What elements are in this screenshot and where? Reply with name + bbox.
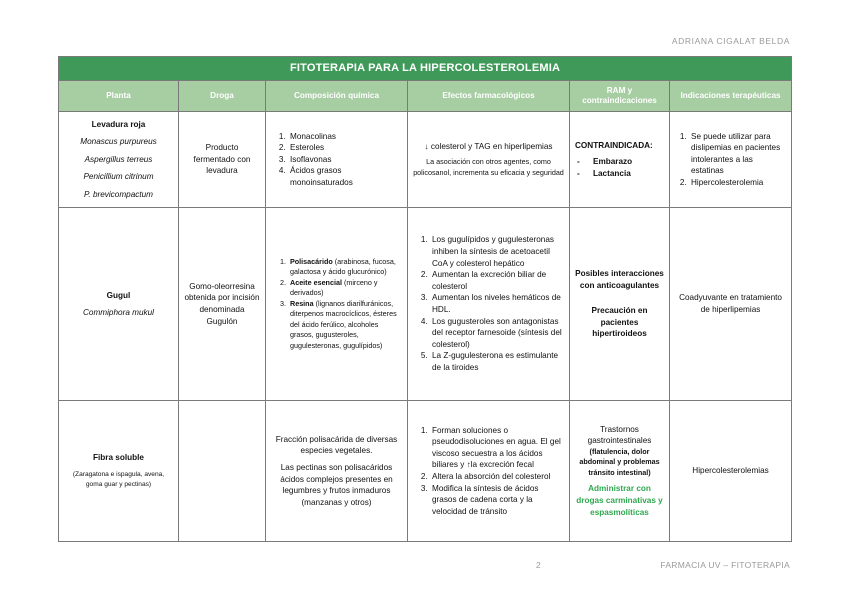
plant-species: P. brevicompactum <box>83 189 154 199</box>
ram-cell <box>570 112 670 208</box>
composition-bold: Aceite esencial <box>290 277 342 287</box>
ram-note: Trastornos gastrointestinales <box>587 424 652 446</box>
list-item: 1. Monacolinas <box>288 131 402 143</box>
list-item: 2. Esteroles <box>288 142 402 154</box>
indications-cell: Coadyuvante en tratamiento de hiperlipemias <box>670 208 792 401</box>
plant-species: Aspergillus terreus <box>84 154 153 164</box>
ram-cell <box>570 208 670 401</box>
list-item: 1. Se puede utilizar para dislipemias en pacientes intolerantes a las estatinas <box>689 131 786 177</box>
footer-subject: FARMACIA UV – FITOTERAPIA <box>660 560 790 570</box>
table-row <box>59 208 792 401</box>
drug-cell <box>179 401 266 542</box>
composition-detail: (mirceno y derivados) <box>290 277 378 298</box>
column-header-indications: Indicaciones terapéuticas <box>670 81 792 112</box>
plant-species: Penicillium citrinum <box>83 172 154 182</box>
page-number: 2 <box>536 560 541 570</box>
phytotherapy-table <box>58 56 791 542</box>
list-item <box>288 257 402 278</box>
plant-name: Gugul <box>106 290 131 300</box>
list-item: 3. Modifica la síntesis de ácidos grasos de cadena corta y la velocidad de tránsito <box>430 483 564 518</box>
column-header-effects: Efectos farmacológicos <box>408 81 570 112</box>
list-item: 5. La Z-gugulesterona es estimulante de la tiroides <box>430 350 564 373</box>
column-header-drug: Droga <box>179 81 266 112</box>
list-item: 2. Hipercolesterolemia <box>689 177 786 189</box>
column-header-ram: RAM y contraindicaciones <box>570 81 670 112</box>
composition-cell <box>266 208 408 401</box>
effects-cell <box>408 208 570 401</box>
table-row <box>59 112 792 208</box>
ram-title: CONTRAINDICADA: <box>575 140 653 150</box>
effects-main: ↓ colesterol y TAG en hiperlipemias <box>424 141 553 151</box>
list-item <box>288 278 402 299</box>
list-item: 3. Isoflavonas <box>288 154 402 166</box>
ram-cell <box>570 401 670 542</box>
composition-detail: (arabinosa, fucosa, galactosa y ácido glucurónico) <box>290 256 396 277</box>
ram-note: Posibles interacciones con anticoagulantes <box>575 269 664 290</box>
plant-cell <box>59 401 179 542</box>
effects-cell <box>408 401 570 542</box>
column-header-composition: Composición química <box>266 81 408 112</box>
plant-cell <box>59 208 179 401</box>
plant-name: Levadura roja <box>91 119 146 129</box>
table-header-row <box>59 81 792 112</box>
list-item <box>288 299 402 352</box>
effects-cell <box>408 112 570 208</box>
table-row <box>59 401 792 542</box>
list-item: 2. Altera la absorción del colesterol <box>430 471 564 483</box>
composition-cell <box>266 112 408 208</box>
composition-bold: Polisacárido <box>290 256 333 266</box>
effects-note: La asociación con otros agentes, como policosanol, incrementa su eficacia y seguridad <box>413 157 564 177</box>
indications-cell: Hipercolesterolemias <box>670 401 792 542</box>
composition-detail: (lignanos diarilfuránicos, diterpenos macrocíclicos, ésteres del ácido ferúlico, alcoholes grasos, gugusteroles, gugulesteronas, gugulípidos) <box>290 298 397 350</box>
composition-cell <box>266 401 408 542</box>
composition-bold: Resina <box>290 298 314 308</box>
list-item: - Embarazo <box>575 156 664 168</box>
ram-warning: Administrar con drogas carminativas y espasmolíticas <box>576 484 663 517</box>
ram-note: Precaución en pacientes hipertiroideos <box>591 306 648 339</box>
column-header-plant: Planta <box>59 81 179 112</box>
drug-cell: Gomo-oleorresina obtenida por incisión denominada Gugulón <box>179 208 266 401</box>
composition-text: Las pectinas son polisacáridos ácidos complejos presentes en legumbres y frutos inmaduros (manzanas y otros) <box>280 462 393 507</box>
list-item: 2. Aumentan la excreción biliar de colesterol <box>430 269 564 292</box>
plant-cell <box>59 112 179 208</box>
ram-note: (flatulencia, dolor abdominal y problemas tránsito intestinal) <box>579 446 660 477</box>
drug-cell: Producto fermentado con levadura <box>179 112 266 208</box>
plant-note: (Zaragatona e ispagula, avena, goma guar y pectinas) <box>72 470 165 488</box>
list-item: 4. Los gugusteroles son antagonistas del receptor farnesoide (síntesis del colesterol) <box>430 316 564 351</box>
list-item: 3. Aumentan los niveles hemáticos de HDL. <box>430 292 564 315</box>
table-title: FITOTERAPIA PARA LA HIPERCOLESTEROLEMIA <box>59 57 792 81</box>
list-item: 4. Ácidos grasos monoinsaturados <box>288 165 402 188</box>
plant-species: Commiphora mukul <box>83 307 154 317</box>
list-item: - Lactancia <box>575 168 664 180</box>
composition-text: Fracción polisacárida de diversas especies vegetales. <box>275 434 398 456</box>
indications-cell <box>670 112 792 208</box>
plant-name: Fibra soluble <box>93 453 144 463</box>
list-item: 1. Los gugulípidos y gugulesteronas inhiben la síntesis de acetoacetil CoA y colesterol hepático <box>430 234 564 269</box>
author-header: ADRIANA CIGALAT BELDA <box>671 36 790 46</box>
list-item: 1. Forman soluciones o pseudodisoluciones en agua. El gel viscoso secuestra a los ácidos biliares y ↑la excreción fecal <box>430 425 564 471</box>
plant-species: Monascus purpureus <box>80 137 157 147</box>
